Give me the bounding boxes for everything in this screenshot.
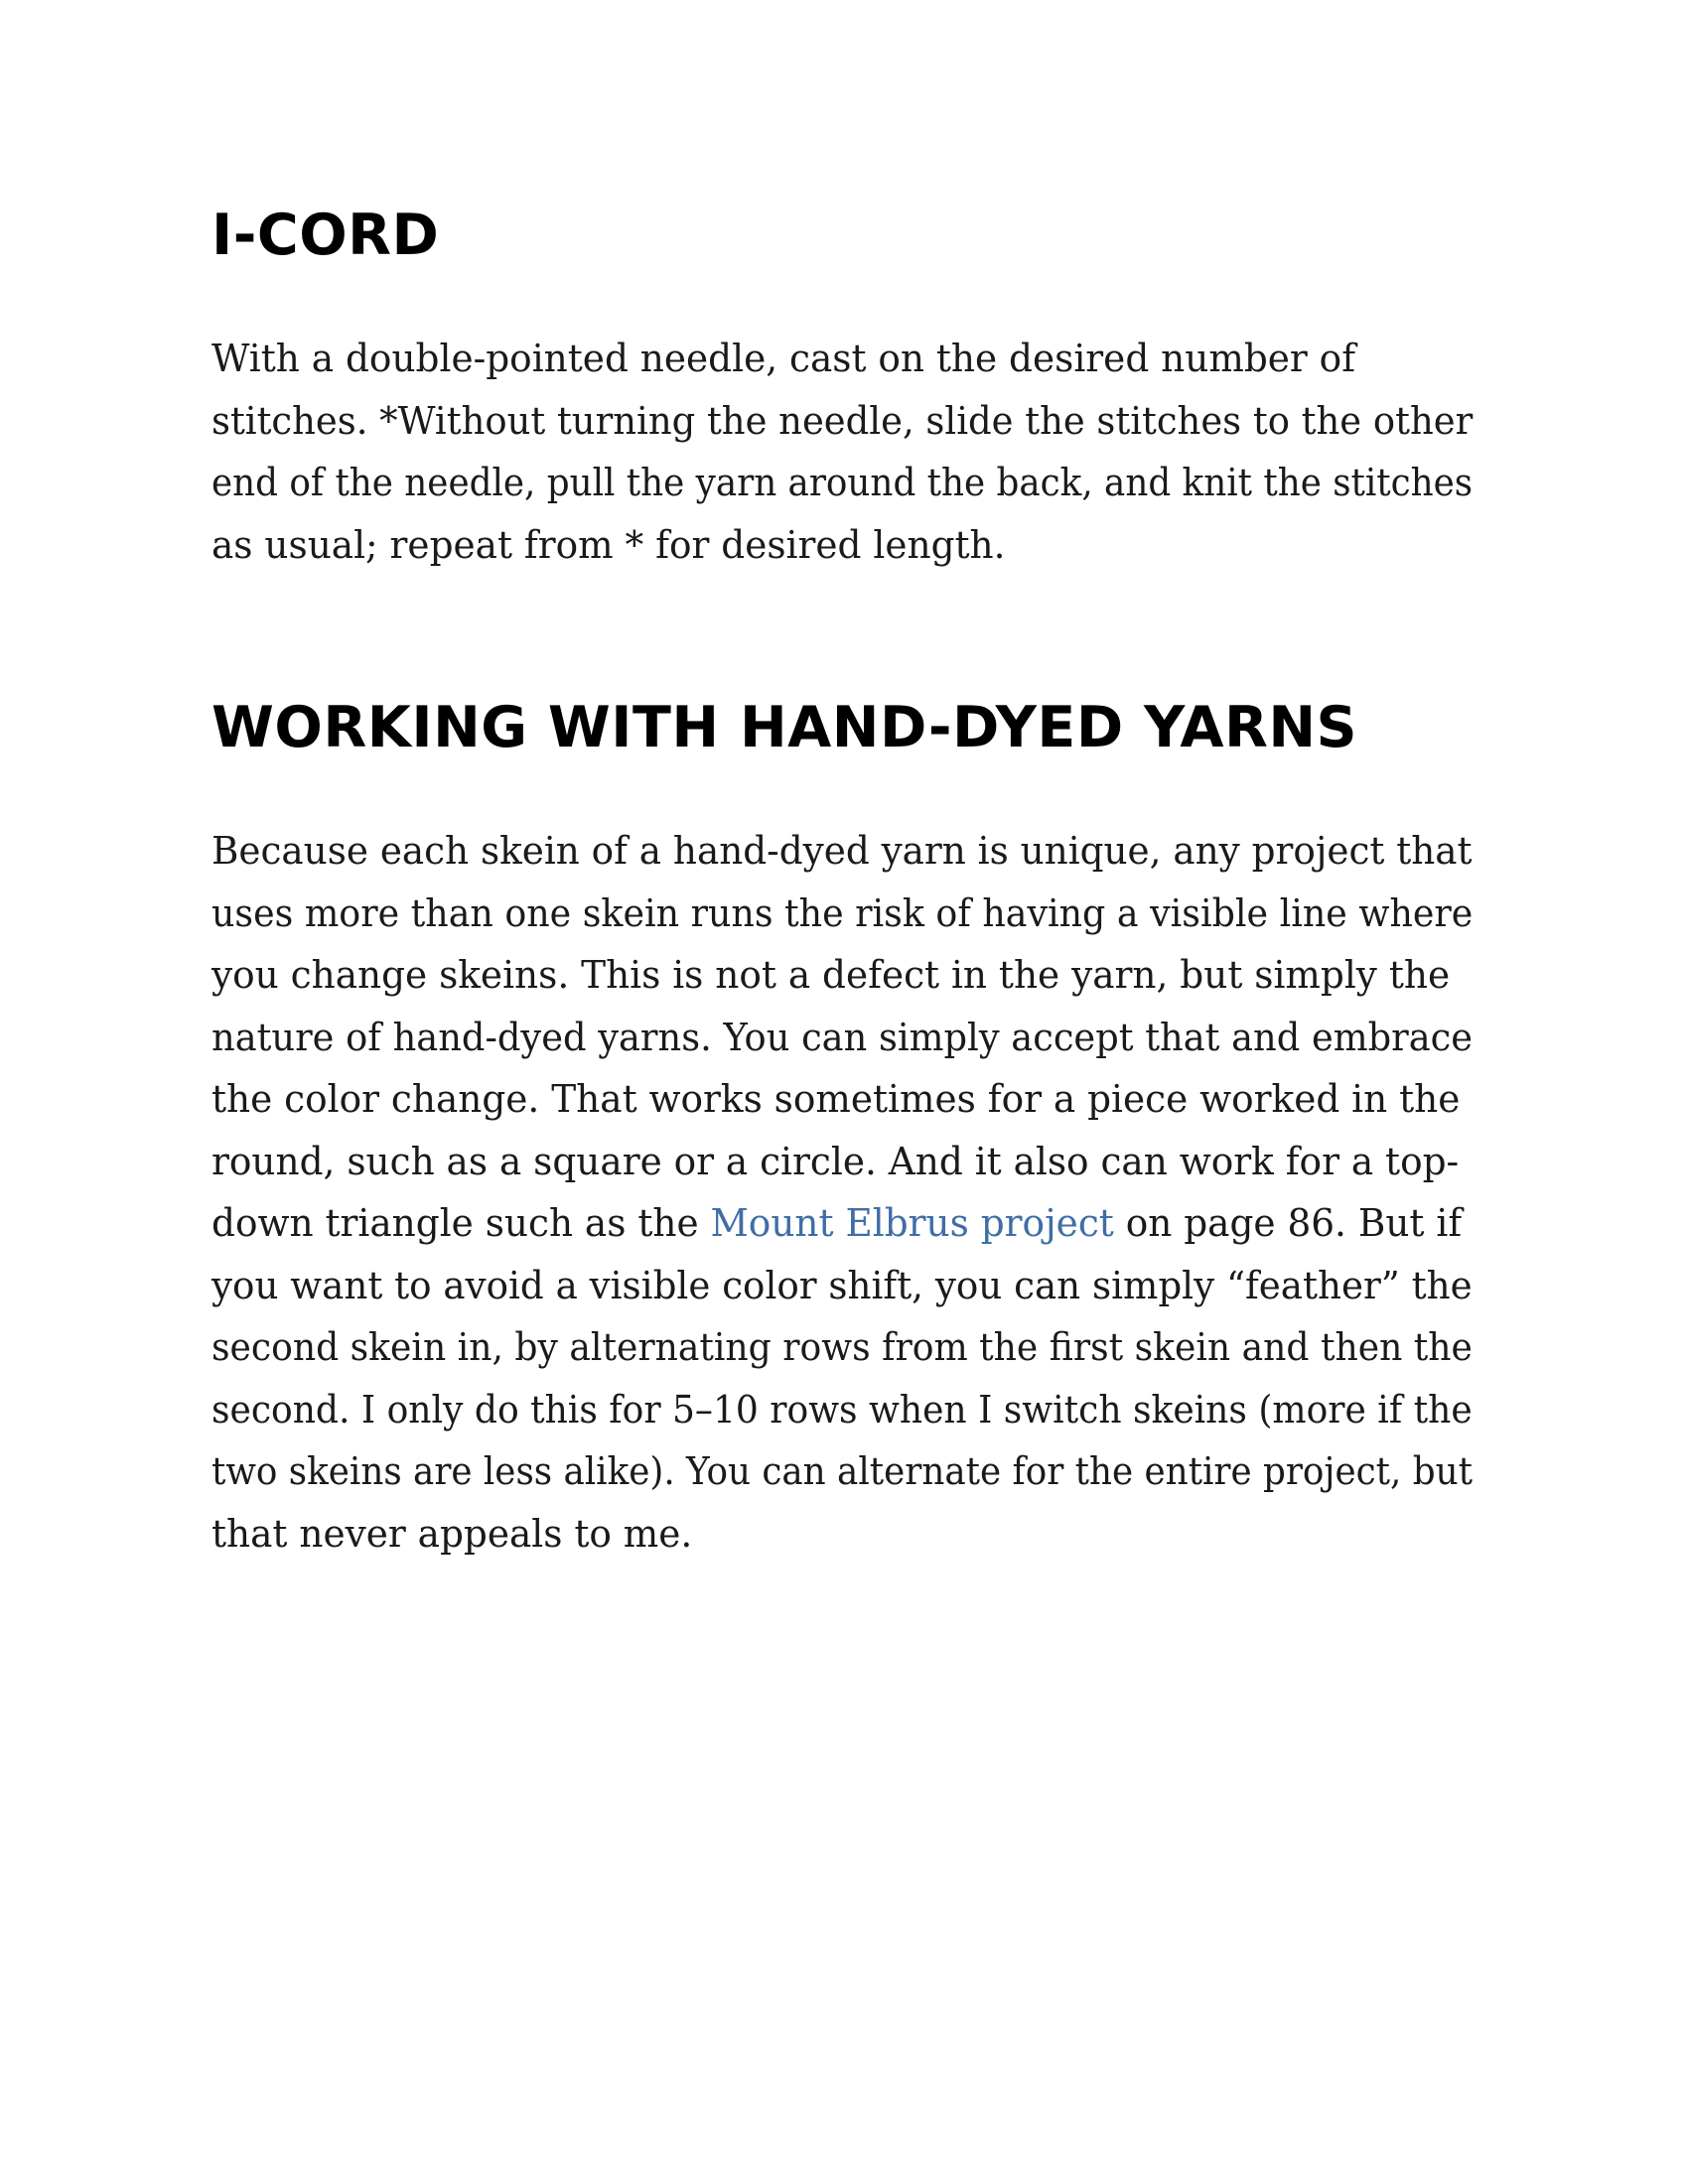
text-line: Because each skein of a hand-dyed yarn is unique, any project that	[211, 829, 1473, 873]
text-line: that never appeals to me.	[211, 1511, 693, 1556]
text-line: end of the needle, pull the yarn around the back, and knit the stitches	[211, 461, 1474, 504]
text-line: you change skeins. This is not a defect in the yarn, but simply the	[211, 953, 1451, 997]
text-line: nature of hand-dyed yarns. You can simply accept that and embrace	[211, 1015, 1474, 1059]
text-line: second. I only do this for 5–10 rows when I switch skeins (more if the	[211, 1387, 1473, 1432]
link-line-prefix: down triangle such as the	[211, 1201, 711, 1245]
text-line: you want to avoid a visible color shift, you can simply “feather” the	[211, 1263, 1473, 1307]
paragraph-i-cord	[211, 328, 1492, 576]
text-line: With a double-pointed needle, cast on the desired number of	[211, 337, 1356, 380]
text-line: stitches. *Without turning the needle, slide the stitches to the other	[211, 398, 1474, 443]
link-line-suffix: on page 86. But if	[1113, 1201, 1463, 1245]
text-line: two skeins are less alike). You can alternate for the entire project, but	[211, 1449, 1473, 1493]
section-heading-hand-dyed-yarns: WORKING WITH HAND-DYED YARNS	[211, 695, 1358, 760]
text-line: second skein in, by alternating rows from the first skein and then the	[211, 1325, 1473, 1369]
section-heading-i-cord: I-CORD	[211, 203, 440, 268]
mount-elbrus-project-link[interactable]: Mount Elbrus project	[710, 1201, 1114, 1245]
text-line: as usual; repeat from * for desired length.	[211, 522, 1006, 567]
text-line: uses more than one skein runs the risk of having a visible line where	[211, 890, 1474, 935]
text-line: the color change. That works sometimes for a piece worked in the	[211, 1077, 1461, 1121]
paragraph-hand-dyed-yarns	[211, 820, 1492, 1565]
text-line-with-link	[211, 1192, 1473, 1255]
text-line: round, such as a square or a circle. And it also can work for a top-	[211, 1139, 1460, 1183]
